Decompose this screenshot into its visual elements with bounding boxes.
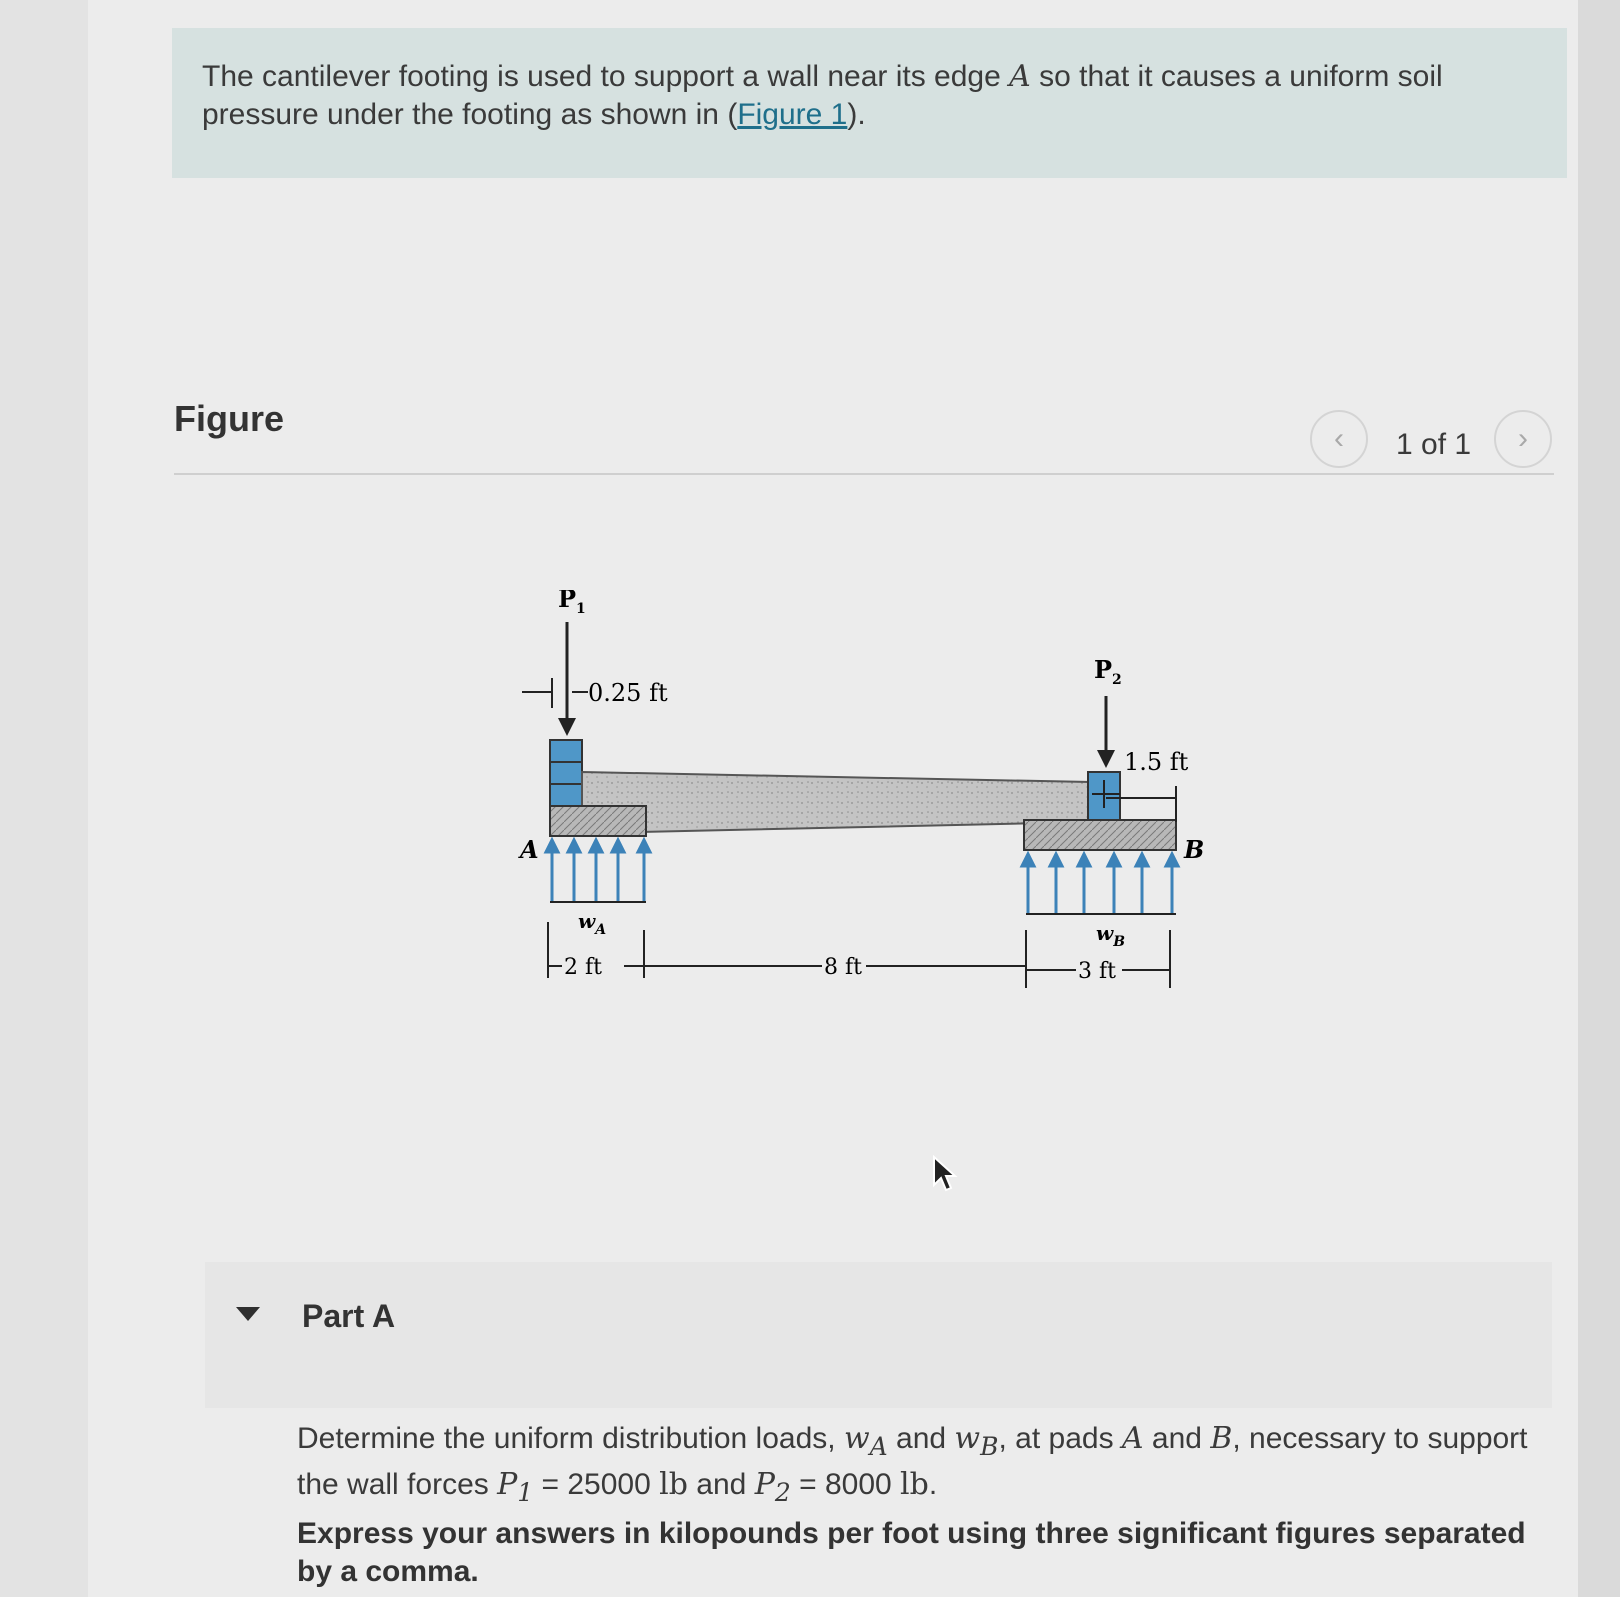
dim-15-label: 1.5 ft [1124,748,1189,776]
next-figure-button[interactable] [1494,410,1552,468]
figure-divider [174,473,1554,475]
prev-figure-button[interactable] [1310,410,1368,468]
wall-a [550,740,582,806]
q-text-7: and [687,1468,755,1501]
q-text-9: . [928,1468,938,1501]
collapse-caret-icon[interactable] [236,1307,260,1321]
p2-symbol: $P_2$ [754,1467,791,1507]
pad-a [550,806,646,836]
pad-a-symbol: A [1121,1421,1144,1456]
problem-text-3: ). [847,98,866,131]
p1-label: $P_1$ [558,590,586,617]
wa-symbol: $w_A$ [843,1421,888,1461]
q-text-4: and [1143,1422,1211,1455]
pressure-arrows-a [546,840,650,902]
side-panel-edge [1578,0,1620,1597]
problem-text-1: The cantilever footing is used to support a wall near its edge [202,60,1010,93]
dim-2-label: 2 ft [564,955,602,980]
q-text-6: = 25000 [533,1468,660,1501]
figure-heading: Figure [174,398,285,439]
chevron-left-icon: ‹ [1334,422,1344,455]
mouse-cursor-icon [932,1155,958,1193]
wa-label: $w_A$ [578,909,607,938]
p2-arrowhead [1097,750,1115,768]
q-text-2: and [887,1422,955,1455]
dim-3-label: 3 ft [1078,959,1116,984]
q-text-5: , necessary to support the wall forces [297,1422,1528,1501]
figure-link[interactable]: Figure 1 [737,98,848,131]
pad-b-symbol: B [1210,1421,1233,1456]
wb-symbol: $w_B$ [954,1421,999,1461]
problem-text-2: so that it causes a uniform soil pressure under the footing as shown in ( [202,60,1443,131]
p1-arrowhead [558,718,576,736]
chevron-right-icon: › [1518,422,1528,455]
unit-lb-2: lb [900,1467,929,1502]
part-a-question [297,1420,1552,1512]
dim-8-label: 8 ft [824,955,862,980]
problem-statement [202,58,1492,134]
footing-beam [582,772,1090,832]
label-a: A [520,835,539,864]
figure-pager: 1 of 1 [1396,428,1472,461]
p2-label: $P_2$ [1094,655,1122,688]
edge-label: A [1009,59,1031,94]
dim-025-label: 0.25 ft [588,679,668,707]
pressure-arrows-b [1022,854,1178,914]
q-text-1: Determine the uniform distribution loads, [297,1422,844,1455]
unit-lb-1: lb [659,1467,688,1502]
pad-b [1024,820,1176,850]
part-a-header[interactable] [205,1262,1552,1408]
answer-instruction: Express your answers in kilopounds per foot using three significant figures separated by a comma. [297,1517,1526,1588]
q-text-8: = 8000 [790,1468,901,1501]
q-text-3: , at pads [998,1422,1122,1455]
label-b: B [1184,835,1205,864]
cantilever-footing-diagram [500,590,1220,1030]
part-a-title[interactable]: Part A [302,1298,396,1334]
wb-label: $w_B$ [1096,921,1126,950]
p1-symbol: $P_1$ [497,1467,534,1507]
